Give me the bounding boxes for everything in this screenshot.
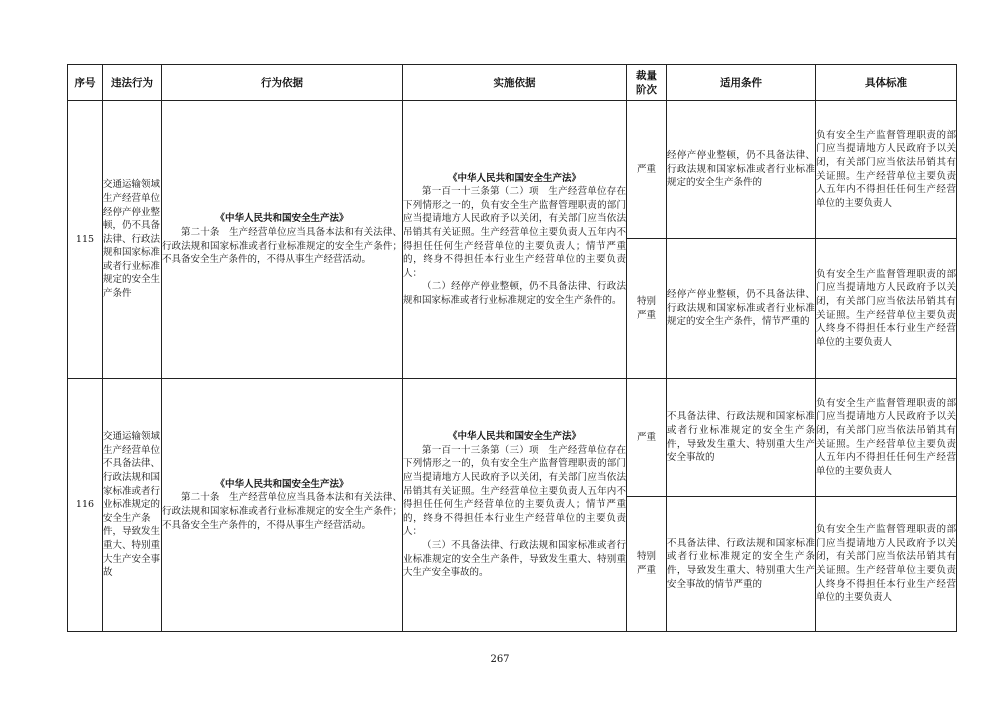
condition-cell: 经停产停业整顿，仍不具备法律、行政法规和国家标准或者行业标准规定的安全生产条件的: [667, 101, 816, 239]
impl-article: 第一百一十三条第（三）项 生产经营单位存在下列情形之一的，负有安全生产监督管理职责的部门应当提请地方人民政府予以关闭，有关部门应当依法吊销其有关证照。生产经营单位主要负责人五年内不得担任任何生产经营单位的主要负责人；情节严重的，终身不得担任本行业生产经营单位的主要负责人：: [403, 444, 626, 538]
level-text: 特别严重: [636, 295, 656, 321]
impl-item: （三）不具备法律、行政法规和国家标准或者行业标准规定的安全生产条件，导致发生重大、特别重大生产安全事故的。: [403, 539, 626, 579]
impl-law-title: 《中华人民共和国安全生产法》: [447, 172, 581, 184]
condition-cell: 不具备法律、行政法规和国家标准或者行业标准规定的安全生产条件，导致发生重大、特别重大生产安全事故的: [667, 379, 816, 497]
row-implementation: [403, 379, 627, 632]
standard-cell: 负有安全生产监督管理职责的部门应当提请地方人民政府予以关闭，有关部门应当依法吊销其有关证照。生产经营单位主要负责人五年内不得担任任何生产经营单位的主要负责人: [816, 379, 957, 497]
header-condition: 适用条件: [667, 65, 816, 101]
level-cell: [627, 497, 667, 632]
impl-article: 第一百一十三条第（二）项 生产经营单位存在下列情形之一的，负有安全生产监督管理职责的部门应当提请地方人民政府予以关闭，有关部门应当依法吊销其有关证照。生产经营单位主要负责人五年内不得担任任何生产经营单位的主要负责人；情节严重的，终身不得担任本行业生产经营单位的主要负责人：: [403, 186, 626, 279]
standard-cell: 负有安全生产监督管理职责的部门应当提请地方人民政府予以关闭，有关部门应当依法吊销其有关证照。生产经营单位主要负责人终身不得担任本行业生产经营单位的主要负责人: [816, 239, 957, 379]
header-level: 裁量 阶次: [627, 65, 667, 101]
level-cell: [627, 239, 667, 379]
basis-article: 第二十条 生产经营单位应当具备本法和有关法律、行政法规和国家标准或者行业标准规定的安全生产条件；不具备安全生产条件的，不得从事生产经营活动。: [162, 492, 402, 531]
header-standard: 具体标准: [816, 65, 957, 101]
condition-cell: 经停产停业整顿，仍不具备法律、行政法规和国家标准或者行业标准规定的安全生产条件，情节严重的: [667, 239, 816, 379]
standard-cell: 负有安全生产监督管理职责的部门应当提请地方人民政府予以关闭，有关部门应当依法吊销其有关证照。生产经营单位主要负责人五年内不得担任任何生产经营单位的主要负责人: [816, 101, 957, 239]
standard-cell: 负有安全生产监督管理职责的部门应当提请地方人民政府予以关闭，有关部门应当依法吊销其有关证照。生产经营单位主要负责人终身不得担任本行业生产经营单位的主要负责人: [816, 497, 957, 632]
table-row: [68, 379, 957, 497]
level-cell: 严重: [627, 101, 667, 239]
header-seq: 序号: [68, 65, 103, 101]
row-basis: [162, 379, 403, 632]
condition-cell: 不具备法律、行政法规和国家标准或者行业标准规定的安全生产条件，导致发生重大、特别重大生产安全事故的情节严重的: [667, 497, 816, 632]
header-violation: 违法行为: [103, 65, 162, 101]
basis-article: 第二十条 生产经营单位应当具备本法和有关法律、行政法规和国家标准或者行业标准规定的安全生产条件；不具备安全生产条件的，不得从事生产经营活动。: [162, 226, 402, 266]
page-number: 267: [490, 654, 510, 665]
table-row: [68, 101, 957, 239]
header-implementation: 实施依据: [403, 65, 627, 101]
basis-law-title: 《中华人民共和国安全生产法》: [215, 478, 349, 490]
impl-law-title: 《中华人民共和国安全生产法》: [447, 431, 581, 443]
row-seq: 116: [68, 379, 103, 632]
penalty-standards-table: [67, 64, 957, 632]
level-cell: 严重: [627, 379, 667, 497]
row-seq: 115: [68, 101, 103, 379]
row-implementation: [403, 101, 627, 379]
level-text: 特别严重: [636, 551, 656, 576]
row-violation: 交通运输领域生产经营单位不具备法律、行政法规和国家标准或者行业标准规定的安全生产条件，导致发生重大、特别重大生产安全事故: [103, 379, 162, 632]
basis-law-title: 《中华人民共和国安全生产法》: [215, 213, 349, 225]
table-header-row: [68, 65, 957, 101]
impl-item: （二）经停产停业整顿，仍不具备法律、行政法规和国家标准或者行业标准规定的安全生产条件的。: [403, 281, 626, 306]
header-basis: 行为依据: [162, 65, 403, 101]
row-violation: 交通运输领域生产经营单位经停产停业整顿，仍不具备法律、行政法规和国家标准或者行业标准规定的安全生产条件: [103, 101, 162, 379]
row-basis: [162, 101, 403, 379]
